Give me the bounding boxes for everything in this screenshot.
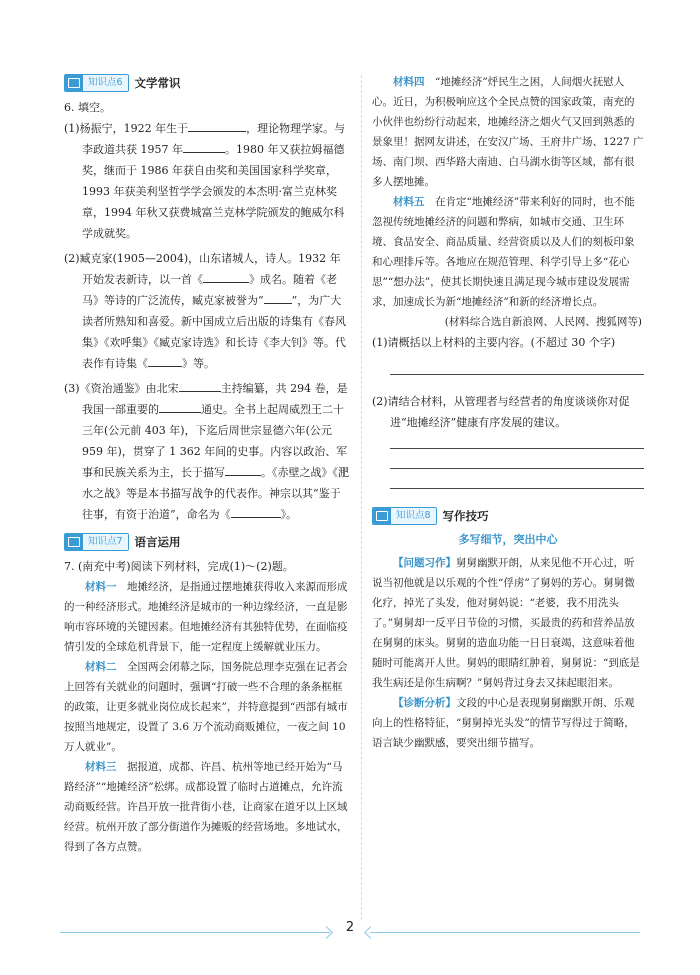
answer-blank[interactable] (225, 463, 261, 476)
section-title: 语言运用 (134, 535, 181, 549)
question-6-item-3 (64, 378, 350, 525)
material-5 (372, 192, 644, 312)
section-tag-label: 知识点8 (391, 508, 436, 524)
answer-blank[interactable] (188, 119, 246, 132)
material-text: “地摊经济”烀民生之困，人间烟火抚慰人心。近日，为积极响应这个全民点赞的国家政策，南充的小伙伴也纷纷行动起来，地摊经济之烟火气又回到熟悉的景象里！据网友讲述，在安汉广场、王府井广场、1227 广场、南门坝、西华路大南迪、白马湖水街等区域，都有很多人摆地摊。 (372, 76, 644, 188)
material-3 (64, 757, 350, 857)
material-text: 地摊经济，是指通过摆地摊获得收入来源而形成的一种经济形式。地摊经济是城市的一种边缘经济，一直是影响市容环境的关键因素。但地摊经济有其独特优势，在面临疫情引发的全球危机背景下，能一定程度上缓解就业压力。 (64, 581, 348, 653)
page-number: 2 (345, 920, 355, 935)
section-header-6 (64, 74, 350, 92)
answer-line[interactable] (390, 487, 644, 489)
question-7-sub-2: (2)请结合材料，从管理者与经营者的角度谈谈你对促进“地摊经济”健康有序发展的建议。 (372, 395, 630, 429)
material-text: 在肯定“地摊经济”带来利好的同时，也不能忽视传统地摊经济的问题和弊病，如城市交通、卫生环境、食品安全、商品质量、经营资质以及人们的刻板印象和心理排斥等。各地应在规范管理、科学引导上多“花心思”“想办法”，使其长期快速且满足现今城市建设发展需求，加速成长为新“地摊经济”和新的经济增长点。 (372, 196, 635, 308)
footer-chevron-icon (320, 926, 333, 939)
question-7-heading: 7. (南充中考)阅读下列材料，完成(1)～(2)题。 (64, 560, 294, 573)
answer-blank[interactable] (183, 140, 225, 153)
material-label: 材料二 (85, 661, 117, 673)
material-2 (64, 657, 350, 757)
material-4 (372, 72, 644, 192)
material-label: 材料五 (393, 196, 425, 208)
answer-blank[interactable] (231, 505, 281, 518)
right-column (372, 72, 644, 753)
diagnosis-text: 文段的中心是表现舅舅幽默开朗、乐观向上的性格特征，“舅舅掉光头发”的情节写得过于简略，语言缺少幽默感，要突出细节描写。 (372, 697, 635, 749)
q6-text: 》。 (280, 508, 298, 521)
q6-text: (2)臧克家(1905—2004)，山东诸城人，诗人。1932 年开始发表新诗，以一首《 (64, 252, 341, 286)
material-label: 材料四 (393, 76, 425, 88)
footer-line-right (370, 932, 640, 933)
answer-blank[interactable] (264, 291, 292, 304)
question-7-sub-1: (1)请概括以上材料的主要内容。(不超过 30 个字) (372, 336, 616, 349)
material-text: 全国两会闭幕之际，国务院总理李克强在记者会上回答有关就业的问题时，强调“打破一些不合理的条条框框的政策，让更多就业岗位成长起来”，并特意提到“西部有城市按照当地规定，设置了 3.6 万个流动商贩摊位，一夜之间 10 万人就业”。 (64, 661, 348, 753)
material-1 (64, 577, 350, 657)
writing-tip-title: 多写细节，突出中心 (458, 533, 558, 546)
q6-text: 。1980 年又获拉姆福德奖，继而于 1986 年获自由奖和美国国家科学奖章，1993 年获美利坚哲学学会颁发的本杰明·富兰克林奖章，1994 年秋又获费城富兰克林学院颁发的鲍威尔科学成就奖。 (82, 143, 345, 240)
material-source: (材料综合选自新浪网、人民网、搜狐网等) (444, 316, 642, 328)
section-header-7 (64, 533, 350, 551)
q6-text: 》等。 (182, 357, 215, 370)
problem-essay (372, 553, 644, 693)
q6-text: ”，为广大读者所熟知和喜爱。新中国成立后出版的诗集有《春风集》《欢呼集》《臧克家诗选》和长诗《李大钊》等。代表作有诗集《 (82, 294, 346, 370)
answer-blank[interactable] (179, 379, 221, 392)
q6-text: ，理论物理学家。与李政道共获 1957 年 (82, 122, 346, 156)
q6-text: 。《赤壁之战》《淝水之战》等是本书描写战争的代表作。神宗以其“鉴于往事，有资于治道”，命名为《 (82, 466, 349, 521)
material-text: 据报道，成都、许昌、杭州等地已经开始为“马路经济”“地摊经济”松绑。成都设置了临时占道摊点，允许流动商贩经营。许昌开放一批背街小巷，让商家在道牙以上区域经营。杭州开放了部分街道作为摊贩的经营场地。多地试水，得到了各方点赞。 (64, 761, 348, 853)
question-6-item-1 (64, 118, 350, 244)
answer-blank[interactable] (203, 270, 249, 283)
section-header-8 (372, 507, 644, 525)
book-icon (65, 75, 83, 91)
section-tag (64, 533, 129, 551)
diagnosis-label: 【诊断分析】 (393, 697, 456, 709)
answer-line[interactable] (390, 373, 644, 375)
section-title: 文学常识 (134, 76, 181, 90)
answer-blank[interactable] (148, 354, 182, 367)
answer-blank[interactable] (159, 400, 201, 413)
problem-label: 【问题习作】 (393, 557, 456, 569)
book-icon (65, 534, 83, 550)
problem-text: 舅舅幽默开朗，从来见他不开心过，听说当初他就是以乐观的个性“俘虏”了舅妈的芳心。舅舅微化疗，掉光了头发，他对舅妈说：“老婆，我不用洗头了。”舅舅却一反平日节俭的习惯，买最贵的药和营养品放在舅舅的床头。舅舅的造血功能一日日衰竭，这意味着他随时可能离开人世。舅妈的眼睛红肿着，舅舅说：“到底是我生病还是你生病啊？”舅妈背过身去又抹起眼泪来。 (372, 557, 640, 689)
q6-text: (1)杨振宁，1922 年生于 (64, 122, 189, 135)
material-label: 材料一 (85, 581, 117, 593)
section-tag (372, 507, 437, 525)
material-label: 材料三 (85, 761, 117, 773)
left-column (64, 72, 350, 857)
section-tag-label: 知识点6 (83, 75, 128, 91)
page-footer (60, 920, 640, 936)
section-tag (64, 74, 129, 92)
footer-line-left (60, 932, 330, 933)
section-tag-label: 知识点7 (83, 534, 128, 550)
section-title: 写作技巧 (442, 509, 489, 523)
q6-text: 》成名。随着《老马》等诗的广泛流传，臧克家被誉为“ (82, 273, 337, 307)
diagnosis (372, 693, 644, 753)
q6-text: (3)《资治通鉴》由北宋 (64, 382, 179, 395)
question-6-item-2 (64, 248, 350, 374)
q6-text: 主持编纂，共 294 卷，是我国一部重要的 (82, 382, 348, 416)
column-divider (361, 75, 362, 920)
question-6-heading: 6. 填空。 (64, 101, 111, 114)
book-icon (373, 508, 391, 524)
q6-text: 通史。全书上起周威烈王二十三年(公元前 403 年)，下迄后周世宗显德六年(公元 959 年)，贯穿了 1 362 年间的史事。内容以政治、军事和民族关系为主，长于描写 (82, 403, 348, 479)
